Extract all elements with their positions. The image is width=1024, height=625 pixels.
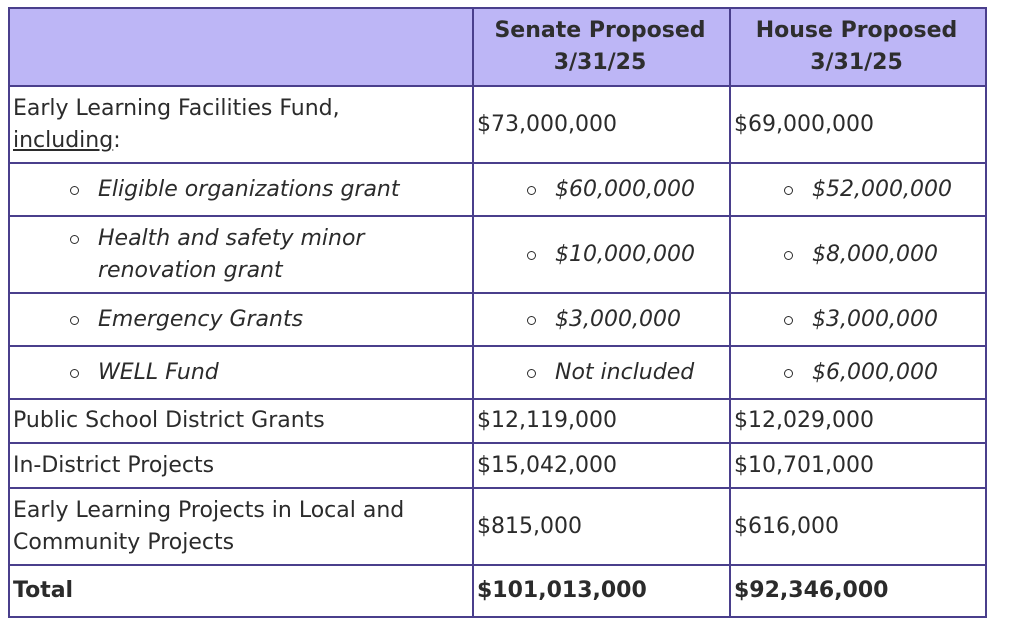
total-senate-value: $101,013,000	[473, 565, 730, 617]
table-header-row	[9, 8, 986, 86]
table-row	[9, 443, 986, 488]
senate-value: $73,000,000	[473, 86, 730, 163]
total-label: Total	[9, 565, 473, 617]
senate-value-cell	[473, 163, 730, 216]
label-text: Emergency Grants	[98, 306, 304, 332]
bullet-icon	[784, 316, 793, 325]
house-value: $6,000,000	[812, 359, 938, 385]
senate-value: Not included	[555, 359, 695, 385]
house-value: $52,000,000	[812, 176, 952, 202]
house-value-cell	[730, 216, 986, 293]
row-label-psdg: Public School District Grants	[9, 399, 473, 443]
table-row	[9, 346, 986, 399]
table-row	[9, 163, 986, 216]
senate-value: $815,000	[473, 488, 730, 565]
label-line2: renovation grant	[98, 257, 283, 283]
row-label-hsm	[9, 216, 473, 293]
house-value: $12,029,000	[730, 399, 986, 443]
house-value: $3,000,000	[812, 306, 938, 332]
row-label-well	[9, 346, 473, 399]
label-line1: Health and safety minor	[98, 225, 365, 251]
house-value-cell	[730, 163, 986, 216]
bullet-icon	[70, 369, 79, 378]
table-row	[9, 399, 986, 443]
table-row	[9, 216, 986, 293]
bullet-icon	[527, 316, 536, 325]
label-line1: Early Learning Projects in Local and	[13, 497, 405, 523]
house-value: $8,000,000	[812, 241, 938, 267]
table-row	[9, 488, 986, 565]
label-line1: Early Learning Facilities Fund,	[13, 95, 340, 121]
table-row	[9, 86, 986, 163]
header-senate-line1: Senate Proposed	[494, 18, 706, 43]
header-senate	[473, 8, 730, 86]
header-empty-cell	[9, 8, 473, 86]
senate-value: $3,000,000	[555, 306, 681, 332]
header-house	[730, 8, 986, 86]
budget-table-container	[8, 7, 987, 618]
label-line2: Community Projects	[13, 529, 235, 555]
bullet-icon	[784, 251, 793, 260]
house-value: $69,000,000	[730, 86, 986, 163]
label-colon: :	[113, 127, 121, 153]
senate-value-cell	[473, 346, 730, 399]
row-label-elff	[9, 86, 473, 163]
bullet-icon	[70, 235, 79, 244]
bullet-icon	[527, 186, 536, 195]
house-value: $10,701,000	[730, 443, 986, 488]
bullet-icon	[527, 251, 536, 260]
senate-value-cell	[473, 293, 730, 346]
row-label-eg	[9, 293, 473, 346]
bullet-icon	[784, 369, 793, 378]
house-value-cell	[730, 346, 986, 399]
table-row	[9, 293, 986, 346]
senate-value-cell	[473, 216, 730, 293]
label-text: Eligible organizations grant	[98, 176, 400, 202]
row-label-elp	[9, 488, 473, 565]
senate-value: $12,119,000	[473, 399, 730, 443]
label-text: WELL Fund	[98, 359, 219, 385]
senate-value: $60,000,000	[555, 176, 695, 202]
bullet-icon	[527, 369, 536, 378]
total-row	[9, 565, 986, 617]
header-senate-line2: 3/31/25	[553, 50, 647, 75]
header-house-line1: House Proposed	[755, 18, 958, 43]
bullet-icon	[70, 316, 79, 325]
senate-value: $10,000,000	[555, 241, 695, 267]
house-value-cell	[730, 293, 986, 346]
including-underlined: including	[13, 127, 114, 153]
budget-comparison-table	[8, 7, 987, 618]
row-label-eog	[9, 163, 473, 216]
row-label-idp: In-District Projects	[9, 443, 473, 488]
bullet-icon	[70, 186, 79, 195]
senate-value: $15,042,000	[473, 443, 730, 488]
house-value: $616,000	[730, 488, 986, 565]
header-house-line2: 3/31/25	[810, 50, 903, 75]
total-house-value: $92,346,000	[730, 565, 986, 617]
bullet-icon	[784, 186, 793, 195]
